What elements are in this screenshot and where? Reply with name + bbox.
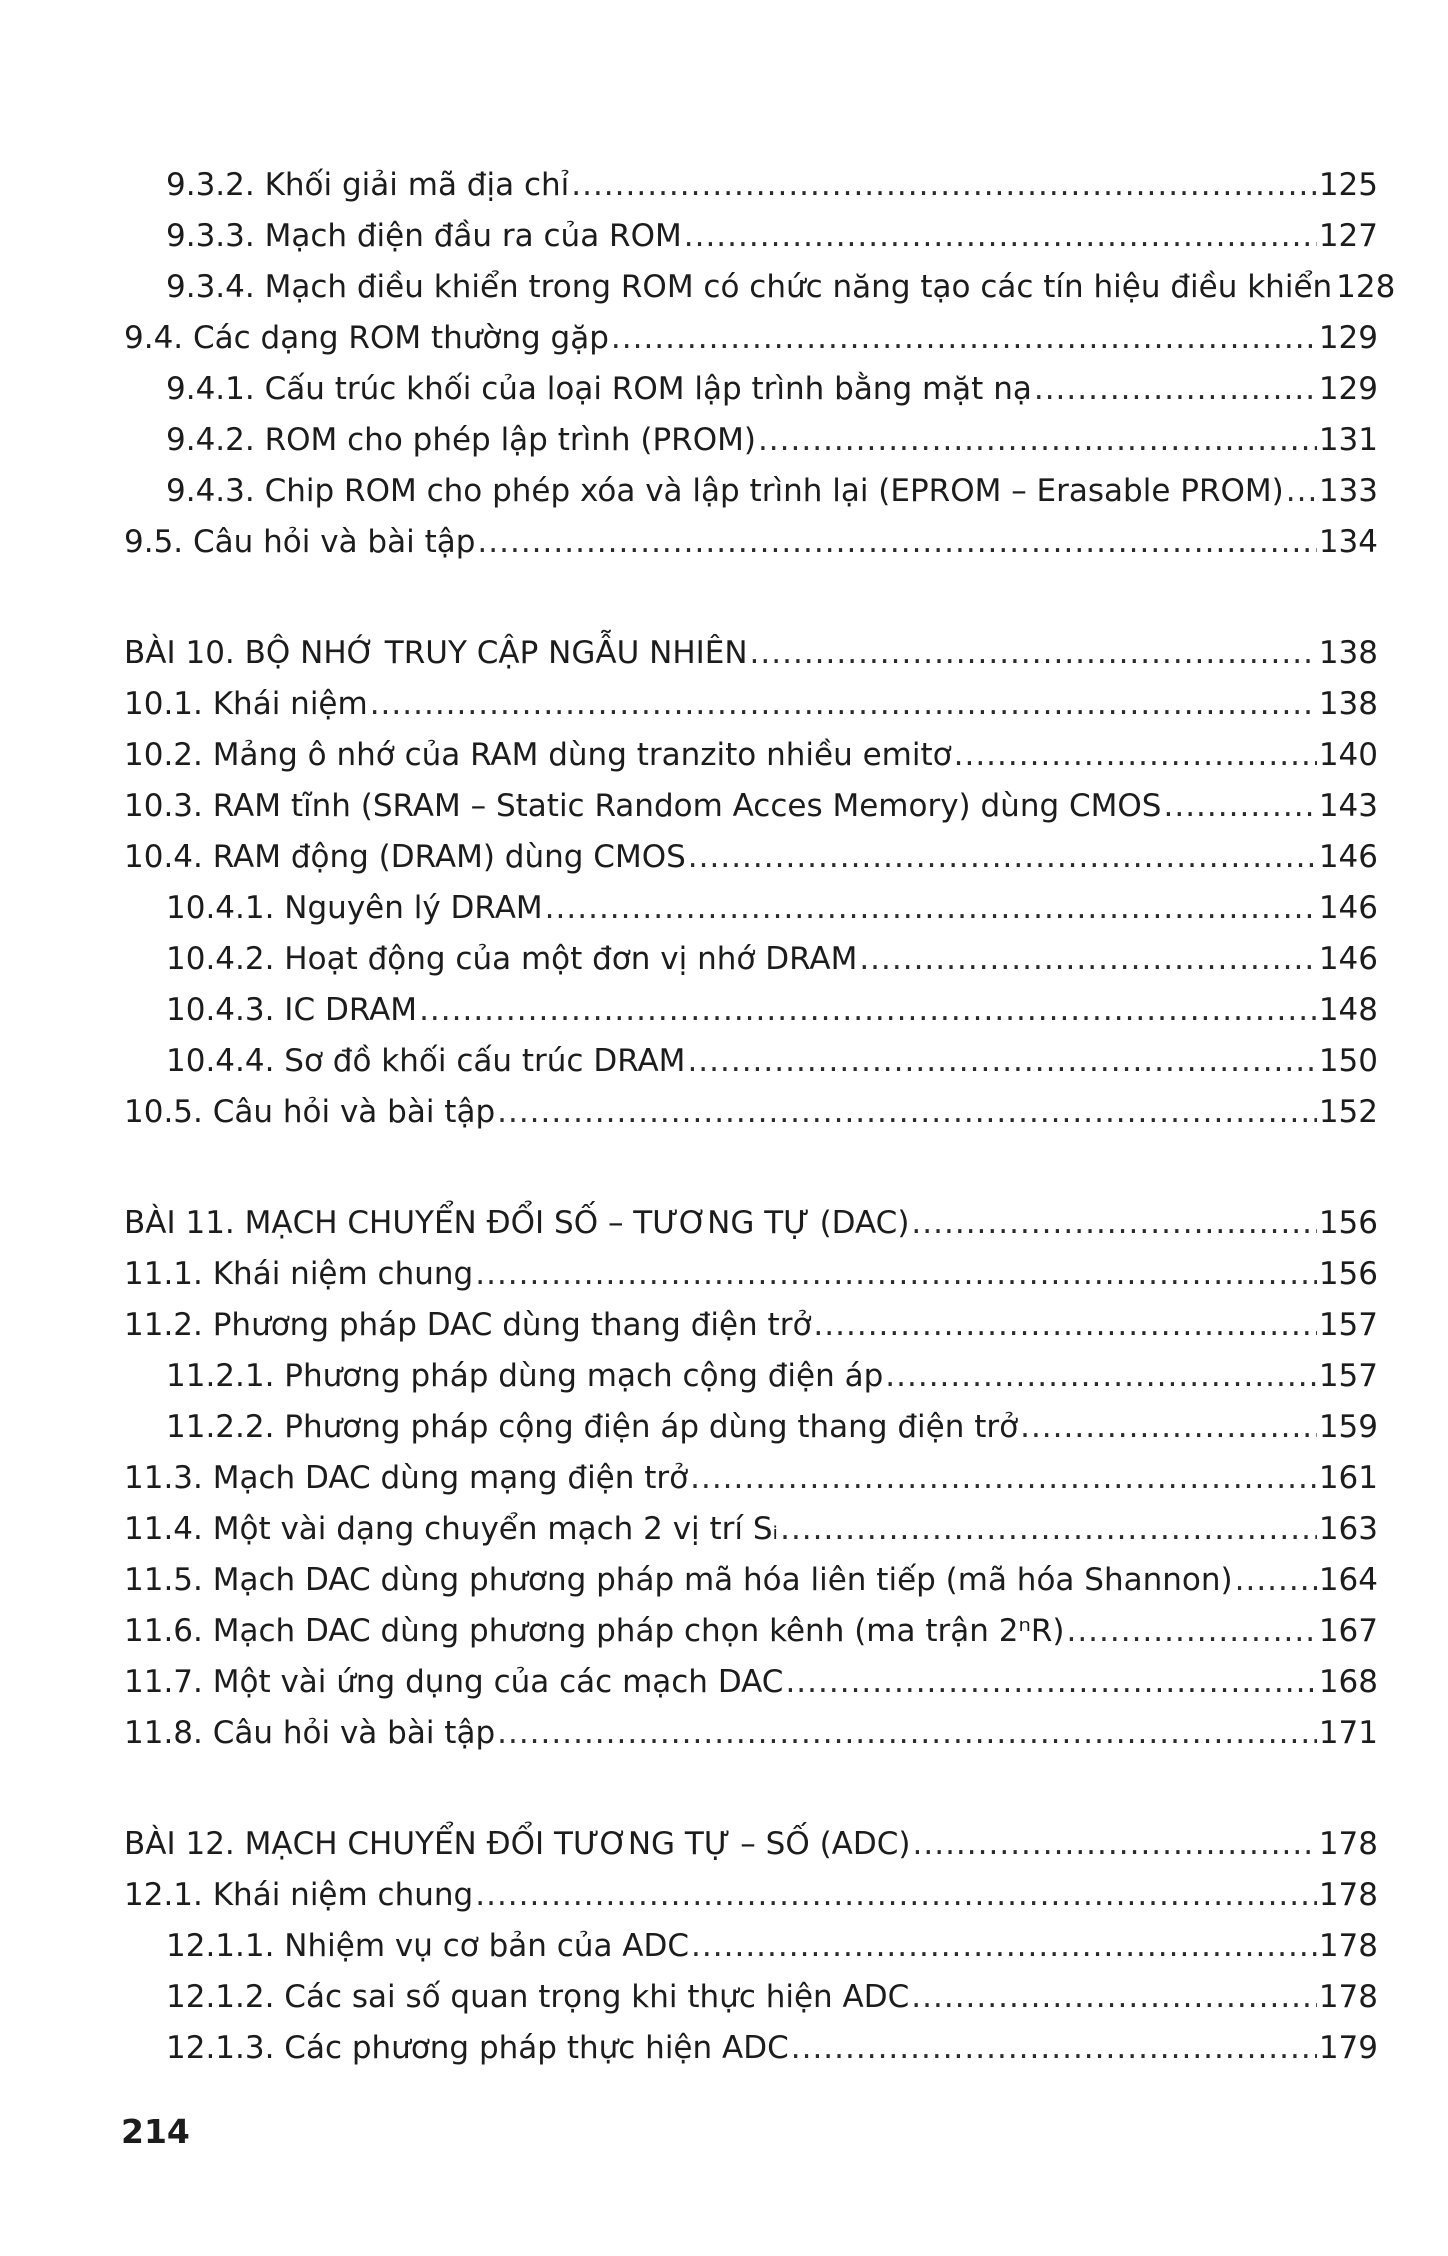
toc-entry-page: 178 [1318,1928,1378,1964]
toc-entry-page: 163 [1318,1511,1378,1547]
toc-subsection-entry[interactable] [124,1036,1378,1087]
toc-entry-page: 138 [1318,686,1378,722]
toc-entry-title: 10.4.2. Hoạt động của một đơn vị nhớ DRAM [166,941,858,977]
toc-section-entry[interactable] [124,517,1378,568]
toc-entry-page: 161 [1318,1460,1378,1496]
toc-entry-title: 10.3. RAM tĩnh (SRAM – Static Random Acces Memory) dùng CMOS [124,788,1162,824]
toc-section-entry[interactable] [124,832,1378,883]
dot-leader [687,1036,1316,1087]
toc-entry-page: 178 [1318,1877,1378,1913]
toc-entry-title: 11.2.1. Phương pháp dùng mạch cộng điện áp [166,1358,884,1394]
toc-entry-title: 11.2. Phương pháp DAC dùng thang điện trở [124,1307,812,1343]
toc-entry-page: 148 [1318,992,1378,1028]
toc-entry-title: 9.4.2. ROM cho phép lập trình (PROM) [166,422,756,458]
toc-subsection-entry[interactable] [124,985,1378,1036]
toc-entry-page: 129 [1318,371,1378,407]
toc-subsection-entry[interactable] [124,364,1378,415]
toc-entry-title: BÀI 12. MẠCH CHUYỂN ĐỔI TƯƠNG TỰ – SỐ (ADC) [124,1826,911,1862]
toc-section-entry[interactable] [124,781,1378,832]
toc-entry-page: 178 [1318,1826,1378,1862]
toc-section-entry[interactable] [124,1870,1378,1921]
toc-entry-page: 134 [1318,524,1378,560]
toc-subsection-entry[interactable] [124,883,1378,934]
toc-entry-page: 133 [1318,473,1378,509]
toc-entry-title: 11.3. Mạch DAC dùng mạng điện trở [124,1460,689,1496]
toc-entry-page: 156 [1318,1256,1378,1292]
dot-leader [859,934,1317,985]
toc-chapter-entry[interactable] [124,628,1378,679]
toc-entry-title: 11.4. Một vài dạng chuyển mạch 2 vị trí Sᵢ [124,1511,779,1547]
toc-entry-page: 171 [1318,1715,1378,1751]
section-gap [124,568,1378,628]
dot-leader [571,160,1317,211]
dot-leader [684,211,1317,262]
dot-leader [758,415,1317,466]
toc-entry-page: 157 [1318,1307,1378,1343]
toc-section-entry[interactable] [124,1249,1378,1300]
toc-section-entry[interactable] [124,1555,1378,1606]
toc-section-entry[interactable] [124,1657,1378,1708]
dot-leader [611,313,1317,364]
toc-entry-page: 131 [1318,422,1378,458]
toc-entry-page: 128 [1336,269,1396,305]
toc-entry-page: 168 [1318,1664,1378,1700]
dot-leader [497,1087,1317,1138]
dot-leader [475,1249,1317,1300]
toc-entry-title: 11.1. Khái niệm chung [124,1256,474,1292]
dot-leader [1286,466,1317,517]
toc-entry-title: 9.5. Câu hỏi và bài tập [124,524,476,560]
toc-entry-title: 12.1. Khái niệm chung [124,1877,474,1913]
toc-entry-title: 10.4.4. Sơ đồ khối cấu trúc DRAM [166,1043,686,1079]
toc-entry-title: 10.2. Mảng ô nhớ của RAM dùng tranzito nhiều emitơ [124,737,952,773]
dot-leader [885,1351,1317,1402]
toc-section-entry[interactable] [124,679,1378,730]
toc-entry-title: 10.1. Khái niệm [124,686,368,722]
toc-subsection-entry[interactable] [124,2023,1378,2074]
dot-leader [1066,1606,1316,1657]
dot-leader [545,883,1317,934]
toc-entry-page: 150 [1318,1043,1378,1079]
toc-entry-title: 11.6. Mạch DAC dùng phương pháp chọn kênh (ma trận 2ⁿR) [124,1613,1065,1649]
dot-leader [813,1300,1316,1351]
toc-section-entry[interactable] [124,1606,1378,1657]
toc-entry-page: 146 [1318,890,1378,926]
toc-entry-page: 146 [1318,839,1378,875]
toc-section-entry[interactable] [124,730,1378,781]
toc-entry-title: 12.1.2. Các sai số quan trọng khi thực hiện ADC [166,1979,910,2015]
toc-section-entry[interactable] [124,1453,1378,1504]
toc-subsection-entry[interactable] [124,262,1396,313]
dot-leader [1034,364,1317,415]
toc-section-entry[interactable] [124,1300,1378,1351]
dot-leader [475,1870,1317,1921]
dot-leader [913,1819,1317,1870]
section-gap [124,1138,1378,1198]
toc-entry-title: 11.7. Một vài ứng dụng của các mạch DAC [124,1664,784,1700]
toc-subsection-entry[interactable] [124,1402,1378,1453]
toc-subsection-entry[interactable] [124,415,1378,466]
toc-entry-title: 9.3.4. Mạch điều khiển trong ROM có chức năng tạo các tín hiệu điều khiển [166,269,1333,305]
toc-entry-page: 157 [1318,1358,1378,1394]
toc-chapter-entry[interactable] [124,1198,1378,1249]
dot-leader [691,1921,1317,1972]
toc-entry-title: 9.4.3. Chip ROM cho phép xóa và lập trình lại (EPROM – Erasable PROM) [166,473,1284,509]
toc-entry-title: 9.4. Các dạng ROM thường gặp [124,320,609,356]
toc-entry-page: 152 [1318,1094,1378,1130]
toc-entry-page: 159 [1318,1409,1378,1445]
toc-entry-title: BÀI 10. BỘ NHỚ TRUY CẬP NGẪU NHIÊN [124,635,748,671]
toc-entry-title: 10.4. RAM động (DRAM) dùng CMOS [124,839,686,875]
toc-entry-page: 127 [1318,218,1378,254]
dot-leader [688,832,1317,883]
toc-subsection-entry[interactable] [124,934,1378,985]
toc-subsection-entry[interactable] [124,1972,1378,2023]
page-number: 214 [121,2112,190,2151]
toc-entry-title: 11.8. Câu hỏi và bài tập [124,1715,496,1751]
toc-entry-page: 179 [1318,2030,1378,2066]
toc-section-entry[interactable] [124,1708,1378,1759]
toc-entry-page: 129 [1318,320,1378,356]
toc-entry-page: 125 [1318,167,1378,203]
toc-section-entry[interactable] [124,313,1378,364]
dot-leader [497,1708,1317,1759]
dot-leader [780,1504,1317,1555]
toc-entry-title: 9.3.2. Khối giải mã địa chỉ [166,167,570,203]
toc-subsection-entry[interactable] [124,211,1378,262]
toc-entry-title: 10.4.3. IC DRAM [166,992,418,1028]
toc-entry-title: 10.5. Câu hỏi và bài tập [124,1094,496,1130]
toc-entry-page: 167 [1318,1613,1378,1649]
toc-subsection-entry[interactable] [124,1351,1378,1402]
toc-subsection-entry[interactable] [124,1921,1378,1972]
toc-entry-page: 164 [1318,1562,1378,1598]
dot-leader [791,2023,1317,2074]
toc-entry-page: 178 [1318,1979,1378,2015]
dot-leader [1163,781,1316,832]
toc-entry-page: 140 [1318,737,1378,773]
dot-leader [690,1453,1317,1504]
dot-leader [750,628,1317,679]
dot-leader [1235,1555,1317,1606]
dot-leader [370,679,1317,730]
toc-entry-title: 12.1.1. Nhiệm vụ cơ bản của ADC [166,1928,690,1964]
toc-entry-title: 12.1.3. Các phương pháp thực hiện ADC [166,2030,789,2066]
dot-leader [477,517,1316,568]
toc-entry-title: 9.3.3. Mạch điện đầu ra của ROM [166,218,682,254]
toc-entry-page: 156 [1318,1205,1378,1241]
toc-entry-page: 138 [1318,635,1378,671]
dot-leader [911,1198,1316,1249]
toc-subsection-entry[interactable] [124,160,1378,211]
toc-chapter-entry[interactable] [124,1819,1378,1870]
toc-entry-title: 9.4.1. Cấu trúc khối của loại ROM lập trình bằng mặt nạ [166,371,1032,407]
dot-leader [911,1972,1317,2023]
section-gap [124,1759,1378,1819]
dot-leader [785,1657,1316,1708]
toc-subsection-entry[interactable] [124,466,1378,517]
dot-leader [419,985,1317,1036]
toc-section-entry[interactable] [124,1504,1378,1555]
toc-entry-title: 11.5. Mạch DAC dùng phương pháp mã hóa liên tiếp (mã hóa Shannon) [124,1562,1233,1598]
toc-entry-page: 143 [1318,788,1378,824]
toc-section-entry[interactable] [124,1087,1378,1138]
table-of-contents [124,160,1396,2074]
toc-entry-title: BÀI 11. MẠCH CHUYỂN ĐỔI SỐ – TƯƠNG TỰ (DAC) [124,1205,910,1241]
toc-entry-title: 10.4.1. Nguyên lý DRAM [166,890,543,926]
dot-leader [954,730,1317,781]
toc-entry-title: 11.2.2. Phương pháp cộng điện áp dùng thang điện trở [166,1409,1019,1445]
toc-entry-page: 146 [1318,941,1378,977]
dot-leader [1020,1402,1317,1453]
